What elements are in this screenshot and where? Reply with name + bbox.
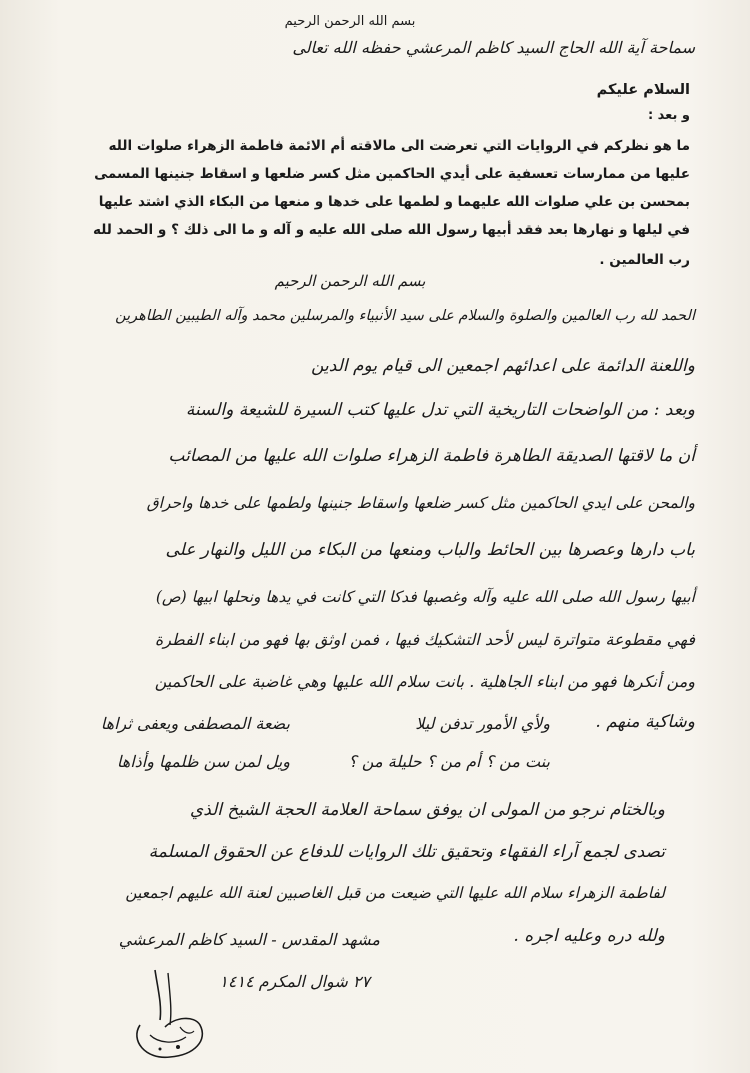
answer-line: فهي مقطوعة متواترة ليس لأحد التشكيك فيها ، فمن اوثق بها فهو من ابناء الفطرة <box>154 630 695 649</box>
question-greeting: السلام عليكم <box>596 82 690 98</box>
question-addressee: سماحة آية الله الحاج السيد كاظم المرعشي حفظه الله تعالى <box>292 38 695 57</box>
closing-line: تصدى لجمع آراء الفقهاء وتحقيق تلك الروايات للدفاع عن الحقوق المسلمة <box>148 842 665 862</box>
question-body-line: ما هو نظركم في الروايات التي تعرضت الى مالاقته أم الائمة فاطمة الزهراء صلوات الله <box>108 138 690 154</box>
question-transition: و بعد : <box>647 108 690 123</box>
answer-line: باب دارها وعصرها بين الحائط والباب ومنعها من البكاء من الليل والنهار على <box>165 540 695 560</box>
poem-hemistich: بنت من ؟ أم من ؟ حليلة من ؟ <box>348 752 550 771</box>
poem-hemistich: بضعة المصطفى ويعفى ثراها <box>100 714 290 733</box>
answer-line: والمحن على ايدي الحاكمين مثل كسر ضلعها واسقاط جنينها ولطمها على خدها واحراق <box>146 494 695 512</box>
signature-seal <box>120 965 215 1065</box>
answer-line: ومن أنكرها فهو من ابناء الجاهلية . بانت سلام الله عليها وهي غاضبة على الحاكمين <box>154 672 695 691</box>
signoff: مشهد المقدس - السيد كاظم المرعشي <box>118 930 380 949</box>
question-body-line: رب العالمين . <box>599 252 690 268</box>
answer-line: واللعنة الدائمة على اعدائهم اجمعين الى قيام يوم الدين <box>311 356 695 376</box>
closing-line: لفاطمة الزهراء سلام الله عليها التي ضيعت من قبل الغاصبين لعنة الله عليهم اجمعين <box>125 884 665 902</box>
closing-line: وبالختام نرجو من المولى ان يوفق سماحة العلامة الحجة الشيخ الذي <box>189 800 665 820</box>
poem-hemistich: ويل لمن سن ظلمها وأذاها <box>116 752 290 771</box>
date: ٢٧ شوال المكرم ١٤١٤ <box>219 972 370 991</box>
question-body-line: في ليلها و نهارها بعد فقد أبيها رسول الله صلى الله عليه و آله و ما الى ذلك ؟ و الحمد لله <box>93 222 690 238</box>
answer-line: وشاكية منهم . <box>595 712 695 732</box>
poem-hemistich: ولأي الأمور تدفن ليلا <box>415 714 550 733</box>
question-body-line: بمحسن بن علي صلوات الله عليهما و لطمها على خدها و منعها من البكاء الذي اشتد عليها <box>98 194 690 210</box>
closing-line: ولله دره وعليه اجره . <box>513 926 665 946</box>
answer-line: أن ما لاقتها الصديقة الطاهرة فاطمة الزهراء صلوات الله عليها من المصائب <box>168 446 695 466</box>
answer-line: الحمد لله رب العالمين والصلوة والسلام على سيد الأنبياء والمرسلين محمد وآله الطيبين الطاهرين <box>115 308 695 324</box>
answer-line: أبيها رسول الله صلى الله عليه وآله وغصبها فدكا التي كانت في يدها ونحلها ابيها (ص) <box>155 588 695 606</box>
question-body-line: عليها من ممارسات تعسفية على أيدي الحاكمين مثل كسر ضلعها و اسقاط جنينها المسمى <box>94 166 690 182</box>
answer-basmala: بسم الله الرحمن الرحيم <box>274 272 426 290</box>
answer-line: وبعد : من الواضحات التاريخية التي تدل عليها كتب السيرة للشيعة والسنة <box>185 400 695 420</box>
question-basmala: بسم الله الرحمن الرحيم <box>284 14 416 29</box>
